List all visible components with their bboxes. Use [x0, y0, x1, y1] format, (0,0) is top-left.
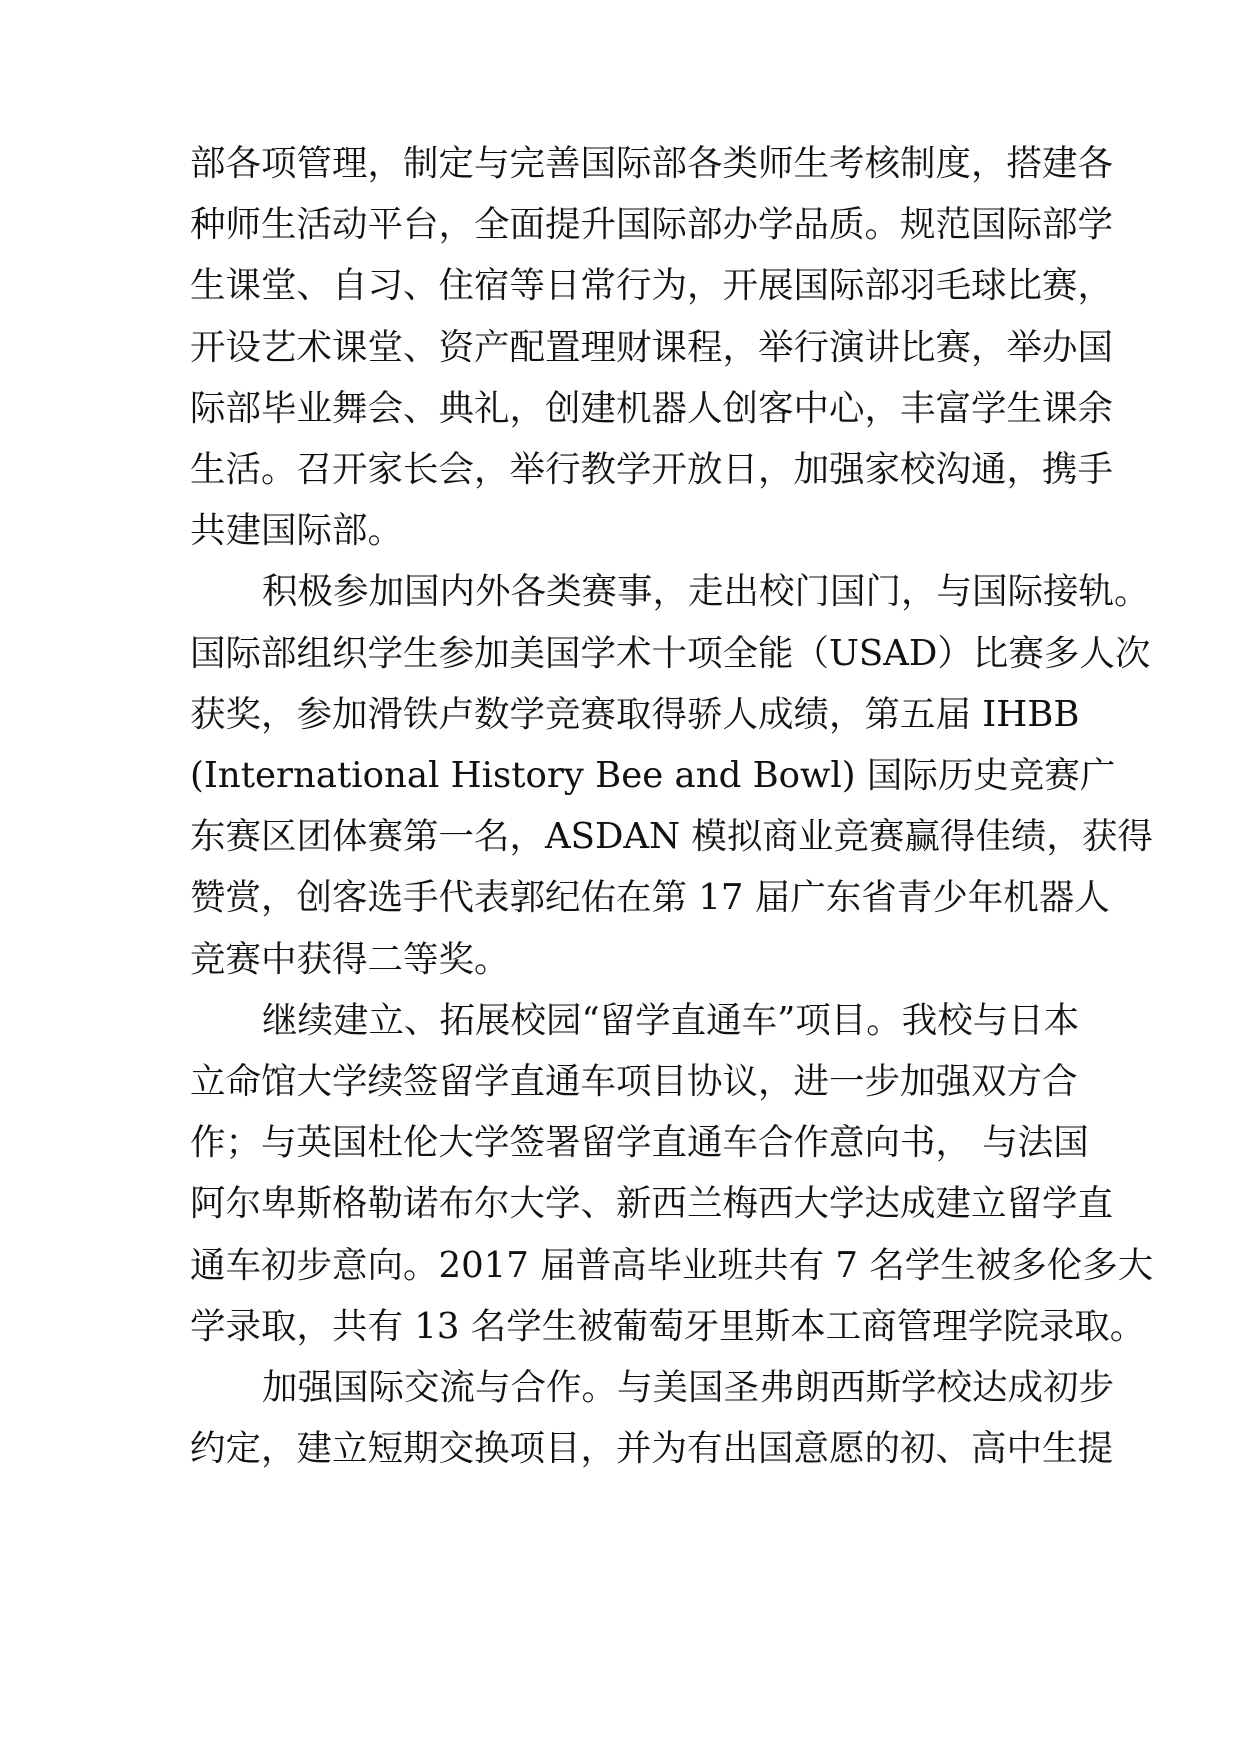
paragraph-international-dept-management [190, 133, 1114, 561]
text-line: 共建国际部。 [190, 510, 404, 552]
document-body [190, 133, 1154, 1479]
text-line: 通车初步意向。2017 届普高毕业班共有 7 名学生被多伦多大 [190, 1244, 1154, 1286]
text-line: 立命馆大学续签留学直通车项目协议，进一步加强双方合 [190, 1061, 1078, 1103]
text-line: 东赛区团体赛第一名，ASDAN 模拟商业竞赛赢得佳绩，获得 [190, 816, 1153, 858]
text-line: 赞赏，创客选手代表郭纪佑在第 17 届广东省青少年机器人 [190, 877, 1110, 919]
text-line: 获奖，参加滑铁卢数学竞赛取得骄人成绩，第五届 IHBB [190, 693, 1080, 735]
text-line: 种师生活动平台，全面提升国际部办学品质。规范国际部学 [190, 204, 1114, 246]
text-line: 际部毕业舞会、典礼，创建机器人创客中心，丰富学生课余 [190, 387, 1114, 429]
text-line: 作；与英国杜伦大学签署留学直通车合作意向书， 与法国 [190, 1122, 1089, 1164]
text-line: 加强国际交流与合作。与美国圣弗朗西斯学校达成初步 [262, 1367, 1115, 1409]
text-line: 积极参加国内外各类赛事，走出校门国门，与国际接轨。 [262, 571, 1150, 613]
text-line: 开设艺术课堂、资产配置理财课程，举行演讲比赛，举办国 [190, 326, 1114, 368]
text-line: 生活。召开家长会，举行教学开放日，加强家校沟通，携手 [190, 449, 1114, 491]
text-line: 约定，建立短期交换项目，并为有出国意愿的初、高中生提 [190, 1428, 1114, 1470]
text-line: 国际部组织学生参加美国学术十项全能（USAD）比赛多人次 [190, 632, 1151, 674]
text-line: 继续建立、拓展校园“留学直通车”项目。我校与日本 [262, 999, 1080, 1041]
paragraph-international-exchange [190, 1357, 1115, 1479]
text-line: (International History Bee and Bowl) 国际历史竞赛广 [190, 755, 1116, 797]
paragraph-study-abroad-program [190, 990, 1154, 1357]
text-line: 竞赛中获得二等奖。 [190, 938, 510, 980]
text-line: 生课堂、自习、住宿等日常行为，开展国际部羽毛球比赛， [190, 265, 1114, 307]
paragraph-competitions [190, 561, 1153, 989]
text-line: 部各项管理，制定与完善国际部各类师生考核制度，搭建各 [190, 143, 1114, 184]
text-line: 学录取，共有 13 名学生被葡萄牙里斯本工商管理学院录取。 [190, 1305, 1146, 1347]
text-line: 阿尔卑斯格勒诺布尔大学、新西兰梅西大学达成建立留学直 [190, 1183, 1114, 1225]
